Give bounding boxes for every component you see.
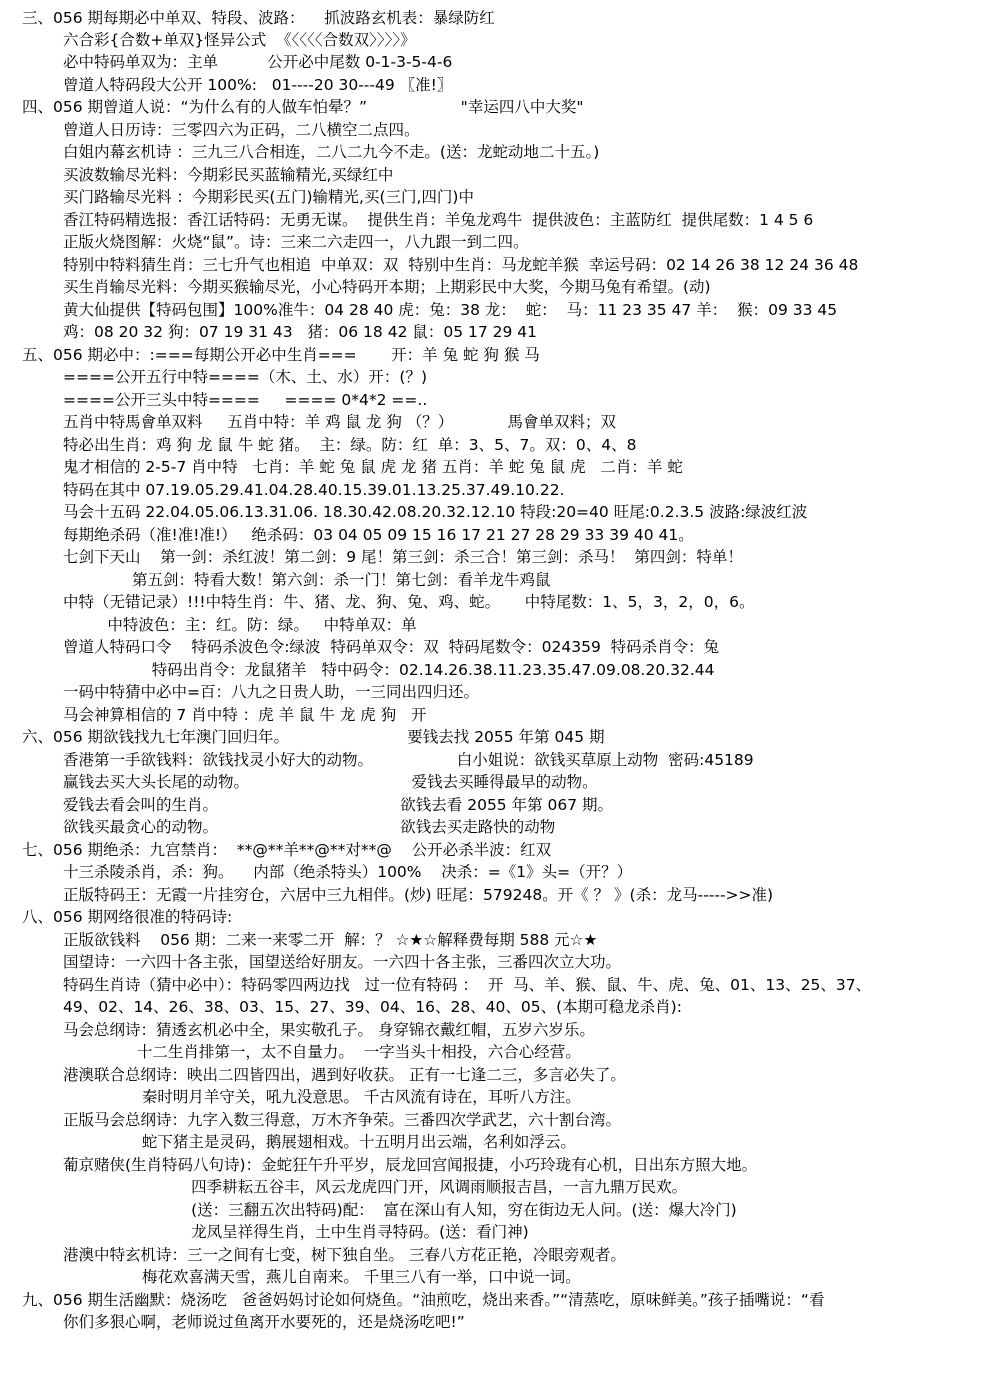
text-line: 白姐内幕玄机诗 ：三九三八合相连，二八二九今不走。(送：龙蛇动地二十五。) xyxy=(63,143,600,161)
text-line: 香港第一手欲钱料：欲钱找灵小好大的动物。 白小姐说：欲钱买草原上动物 密码:45189 xyxy=(63,751,754,769)
text-line: 五肖中特馬會单双料 五肖中特：羊 鸡 鼠 龙 狗 （？） 馬會单双料；双 xyxy=(63,413,616,431)
text-line: 香江特码精选报：香江话特码：无勇无谋。 提供生肖：羊兔龙鸡牛 提供波色：主蓝防红 提供尾数：1 4 5 6 xyxy=(63,211,814,229)
text-line: 买波数输尽光料：今期彩民买蓝输精光,买绿红中 xyxy=(63,166,394,184)
text-line: 葡京赌侠(生肖特码八句诗)：金蛇狂午升平岁，辰龙回宫闻报捷，小巧玲珑有心机，日出东方照大地。 xyxy=(63,1156,758,1174)
text-line: 梅花欢喜满天雪，燕儿自南来。 千里三八有一举，口中说一词。 xyxy=(63,1268,581,1286)
text-line: 欲钱买最贪心的动物。 欲钱去买走路快的动物 xyxy=(63,818,556,836)
text-line: 秦时明月羊守关，吼九没意思。 千古风流有诗在，耳听八方注。 xyxy=(63,1088,581,1106)
text-line: 爱钱去看会叫的生肖。 欲钱去看 2055 年第 067 期。 xyxy=(63,796,614,814)
text-line: 特码出肖令：龙鼠猪羊 特中码令：02.14.26.38.11.23.35.47.09.08.20.32.44 xyxy=(63,661,715,679)
text-line: 正版火烧图解：火烧“鼠”。诗：三来二六走四一，八九跟一到二四。 xyxy=(63,233,529,251)
text-line: 马会神算相信的 7 肖中特 ：虎 羊 鼠 牛 龙 虎 狗 开 xyxy=(63,706,427,724)
text-line: 每期绝杀码（准!准!准!） 绝杀码：03 04 05 09 15 16 17 21 27 28 29 33 39 40 41。 xyxy=(63,526,694,544)
text-line: 蛇下猪主是灵码，鹅展翅相戏。十五明月出云端，名利如浮云。 xyxy=(63,1133,576,1151)
text-line: 必中特码单双为：主单 公开必中尾数 0-1-3-5-4-6 xyxy=(63,53,453,71)
text-line: 港澳联合总纲诗：映出二四皆四出，遇到好收获。 正有一七逢二三，多言必失了。 xyxy=(63,1066,626,1084)
text-line: 四、056 期曾道人说：“为什么有的人做车怕晕？” "幸运四八中大奖" xyxy=(22,98,584,116)
text-line: 曾道人特码口令 特码杀波色令:绿波 特码单双令：双 特码尾数令：024359 特码杀肖令：兔 xyxy=(63,638,720,656)
text-line: ====公开三头中特==== ==== 0*4*2 ==.. xyxy=(63,391,428,409)
text-line: 特必出生肖：鸡 狗 龙 鼠 牛 蛇 猪。 主：绿。防：红 单：3、5、7。双：0、4、8 xyxy=(63,436,637,454)
text-line: 49、02、14、26、38、03、15、27、39、04、16、28、40、05、(本期可稳龙杀肖): xyxy=(63,998,682,1016)
text-line: 特码生肖诗（猜中必中）：特码零四两边找 过一位有特码 ： 开 马、羊、猴、鼠、牛、虎、兔、01、13、25、37、 xyxy=(63,976,872,994)
text-line: (送：三翻五次出特码)配： 富在深山有人知，穷在街边无人问。(送：爆大冷门) xyxy=(63,1201,737,1219)
text-line: 正版马会总纲诗：九字入数三得意，万木齐争荣。三番四次学武艺，六十割台湾。 xyxy=(63,1111,622,1129)
text-line: 龙凤呈祥得生肖，土中生肖寻特码。(送：看门神) xyxy=(63,1223,529,1241)
text-line: 赢钱去买大头长尾的动物。 爱钱去买睡得最早的动物。 xyxy=(63,773,598,791)
text-line: 六合彩{合数+单双}怪异公式 《〈〈〈〈合数双〉〉〉〉》 xyxy=(63,31,416,49)
text-line: 五、056 期必中：:===每期公开必中生肖=== 开：羊 兔 蛇 狗 猴 马 xyxy=(22,346,540,364)
text-line: 八、056 期网络很准的特码诗: xyxy=(22,908,233,926)
text-line: 九、056 期生活幽默：烧汤吃 爸爸妈妈讨论如何烧鱼。“油煎吃，烧出来香。”“清蒸吃，原味鲜美。”孩子插嘴说：“看 xyxy=(22,1291,825,1309)
text-line: 特码在其中 07.19.05.29.41.04.28.40.15.39.01.13.25.37.49.10.22. xyxy=(63,481,565,499)
text-line: 七、056 期绝杀：九宫禁肖： **@**羊**@**对**@ 公开必杀半波：红双 xyxy=(22,841,552,859)
text-line: 正版特码王：无霞一片挂穷仓，六居中三九相伴。(炒) 旺尾：579248。开《 ？ 》(杀：龙马----->>准) xyxy=(63,886,774,904)
text-line: 中特（无错记录）!!!中特生肖：牛、猪、龙、狗、兔、鸡、蛇。 中特尾数：1、5，3，2，0，6。 xyxy=(63,593,755,611)
text-line: 国望诗：一六四十各主张，国望送给好朋友。一六四十各主张，三番四次立大功。 xyxy=(63,953,622,971)
text-line: 港澳中特玄机诗：三一之间有七变，树下独自坐。 三春八方花正艳，冷眼旁观者。 xyxy=(63,1246,626,1264)
text-line: 曾道人日历诗：三零四六为正码，二八横空二点四。 xyxy=(63,121,420,139)
text-line: 鸡：08 20 32 狗：07 19 31 43 猪：06 18 42 鼠：05 17 29 41 xyxy=(63,323,538,341)
text-line: 一码中特猜中必中=百：八九之日贵人助，一三同出四归还。 xyxy=(63,683,479,701)
text-line: 特别中特料猜生肖：三七升气也相追 中单双：双 特别中生肖：马龙蛇羊猴 幸运号码：02 14 26 38 12 24 36 48 xyxy=(63,256,859,274)
text-line: 六、056 期欲钱找九七年澳门回归年。 要钱去找 2055 年第 045 期 xyxy=(22,728,605,746)
text-line: 十三杀陵杀肖，杀：狗。 内部（绝杀特头）100% 决杀：=《1》头=（开？） xyxy=(63,863,633,881)
text-line: ====公开五行中特====（木、土、水）开：(？) xyxy=(63,368,427,386)
text-line: 三、056 期每期必中单双、特段、波路： 抓波路玄机表：暴绿防红 xyxy=(22,9,495,27)
text-line: 四季耕耘五谷丰，风云龙虎四门开，风调雨顺报吉昌，一言九鼎万民欢。 xyxy=(63,1178,688,1196)
text-line: 买门路输尽光料 ：今期彩民买(五门)输精光,买(三门,四门)中 xyxy=(63,188,474,206)
text-line: 买生肖输尽光料：今期买猴输尽光，小心特码开本期；上期彩民中大奖，今期马兔有希望。(动) xyxy=(63,278,711,296)
text-line: 曾道人特码段大公开 100%: 01----20 30---49 〖准!〗 xyxy=(63,76,453,94)
text-line: 十二生肖排第一，太不自量力。 一字当头十相投，六合心经营。 xyxy=(63,1043,581,1061)
text-line: 中特波色：主：红。防：绿。 中特单双：单 xyxy=(63,616,417,634)
text-line: 马会十五码 22.04.05.06.13.31.06. 18.30.42.08.20.32.12.10 特段:20=40 旺尾:0.2.3.5 波路:绿波红波 xyxy=(63,503,808,521)
text-line: 黄大仙提供【特码包围】100%准牛：04 28 40 虎：兔：38 龙： 蛇： 马：11 23 35 47 羊： 猴：09 33 45 xyxy=(63,301,838,319)
text-line: 正版欲钱料 056 期：二来一来零二开 解：？ ☆★☆解释费每期 588 元☆★ xyxy=(63,931,598,949)
text-line: 第五剑：特看大数！第六剑：杀一门！第七剑：看羊龙牛鸡鼠 xyxy=(63,571,551,589)
text-line: 马会总纲诗：猜透玄机必中全，果实敬孔子。 身穿锦衣戴红帽，五岁六岁乐。 xyxy=(63,1021,595,1039)
text-line: 你们多狠心啊，老师说过鱼离开水要死的，还是烧汤吃吧!” xyxy=(63,1313,465,1331)
text-line: 七剑下天山 第一剑：杀红波！第二剑：9 尾！第三剑：杀三合！第三剑：杀马！ 第四剑：特单！ xyxy=(63,548,743,566)
text-line: 鬼才相信的 2-5-7 肖中特 七肖：羊 蛇 兔 鼠 虎 龙 猪 五肖：羊 蛇 兔 鼠 虎 二肖：羊 蛇 xyxy=(63,458,683,476)
